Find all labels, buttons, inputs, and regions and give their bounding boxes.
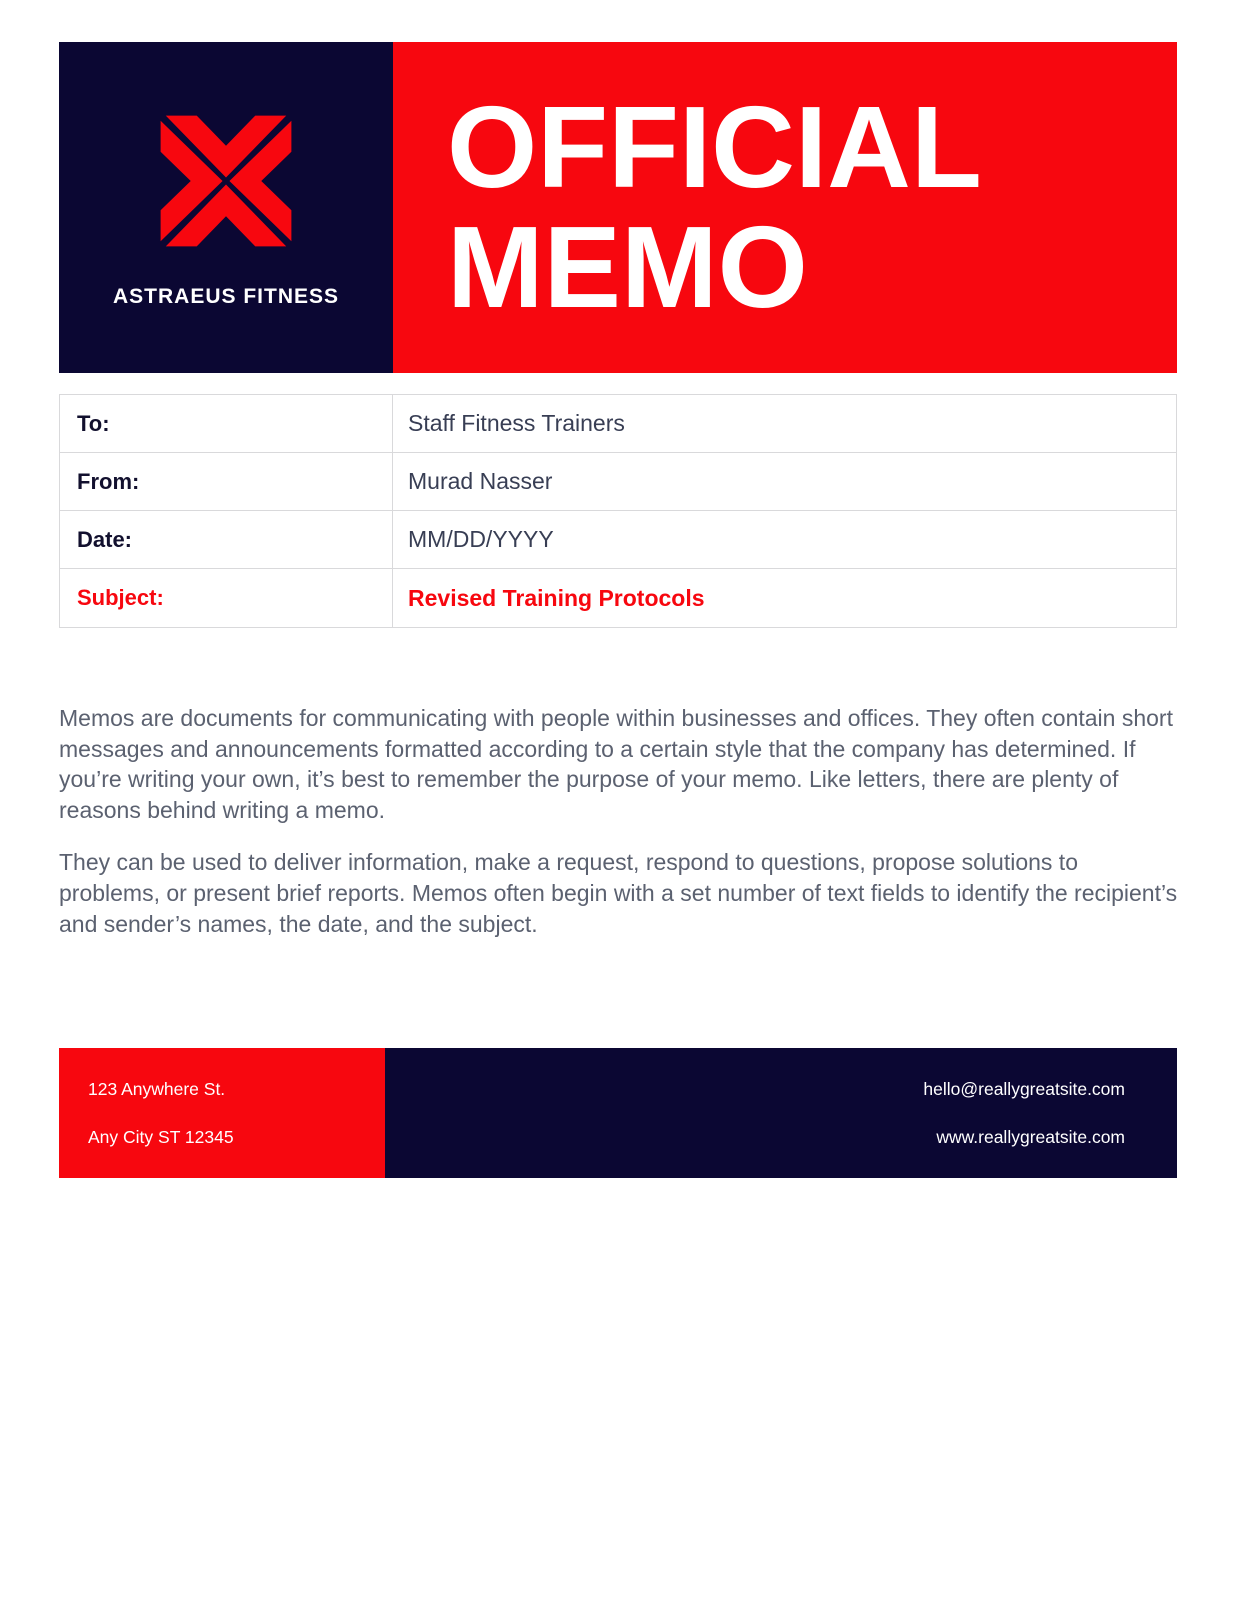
footer-address-line-2: Any City ST 12345 xyxy=(88,1126,234,1147)
meta-row-from xyxy=(60,453,1176,511)
footer-contact-panel xyxy=(385,1048,1177,1178)
footer-address-panel xyxy=(59,1048,385,1178)
meta-table xyxy=(59,394,1177,628)
title-panel xyxy=(393,42,1177,373)
field-label-to: To: xyxy=(60,395,393,452)
memo-footer xyxy=(59,1048,1177,1178)
memo-header xyxy=(59,42,1177,373)
meta-row-to xyxy=(60,395,1176,453)
memo-title-line-2: MEMO xyxy=(447,201,808,332)
meta-row-subject xyxy=(60,569,1176,627)
field-value-to: Staff Fitness Trainers xyxy=(408,410,625,436)
field-value-from: Murad Nasser xyxy=(408,468,553,494)
meta-row-date xyxy=(60,511,1176,569)
brand-name: ASTRAEUS FITNESS xyxy=(112,284,340,308)
body-paragraph-2: They can be used to deliver information, make a request, respond to questions, propose solutions to problems, or present brief reports. Memos often begin with a set number of text fields to identify the recipient’s and sender’s names, the date, and the subject. xyxy=(59,849,1178,937)
field-value-subject: Revised Training Protocols xyxy=(408,584,705,611)
footer-address-line-1: 123 Anywhere St. xyxy=(88,1078,226,1099)
field-label-date: Date: xyxy=(60,511,393,568)
memo-title-line-1: OFFICIAL xyxy=(447,82,982,213)
field-label-from: From: xyxy=(60,453,393,510)
memo-body xyxy=(59,703,1179,939)
footer-website: www.reallygreatsite.com xyxy=(936,1126,1125,1147)
brand-panel xyxy=(59,42,393,373)
field-value-date: MM/DD/YYYY xyxy=(408,526,554,552)
footer-email: hello@reallygreatsite.com xyxy=(923,1078,1125,1099)
x-chevrons-icon xyxy=(152,107,300,255)
field-label-subject: Subject: xyxy=(60,569,393,627)
body-paragraph-1: Memos are documents for communicating with people within businesses and offices. They often contain short messages and announcements formatted according to a certain style that the company has determined. If you’re writing your own, it’s best to remember the purpose of your memo. Like letters, there are plenty of reasons behind writing a memo. xyxy=(59,705,1173,823)
